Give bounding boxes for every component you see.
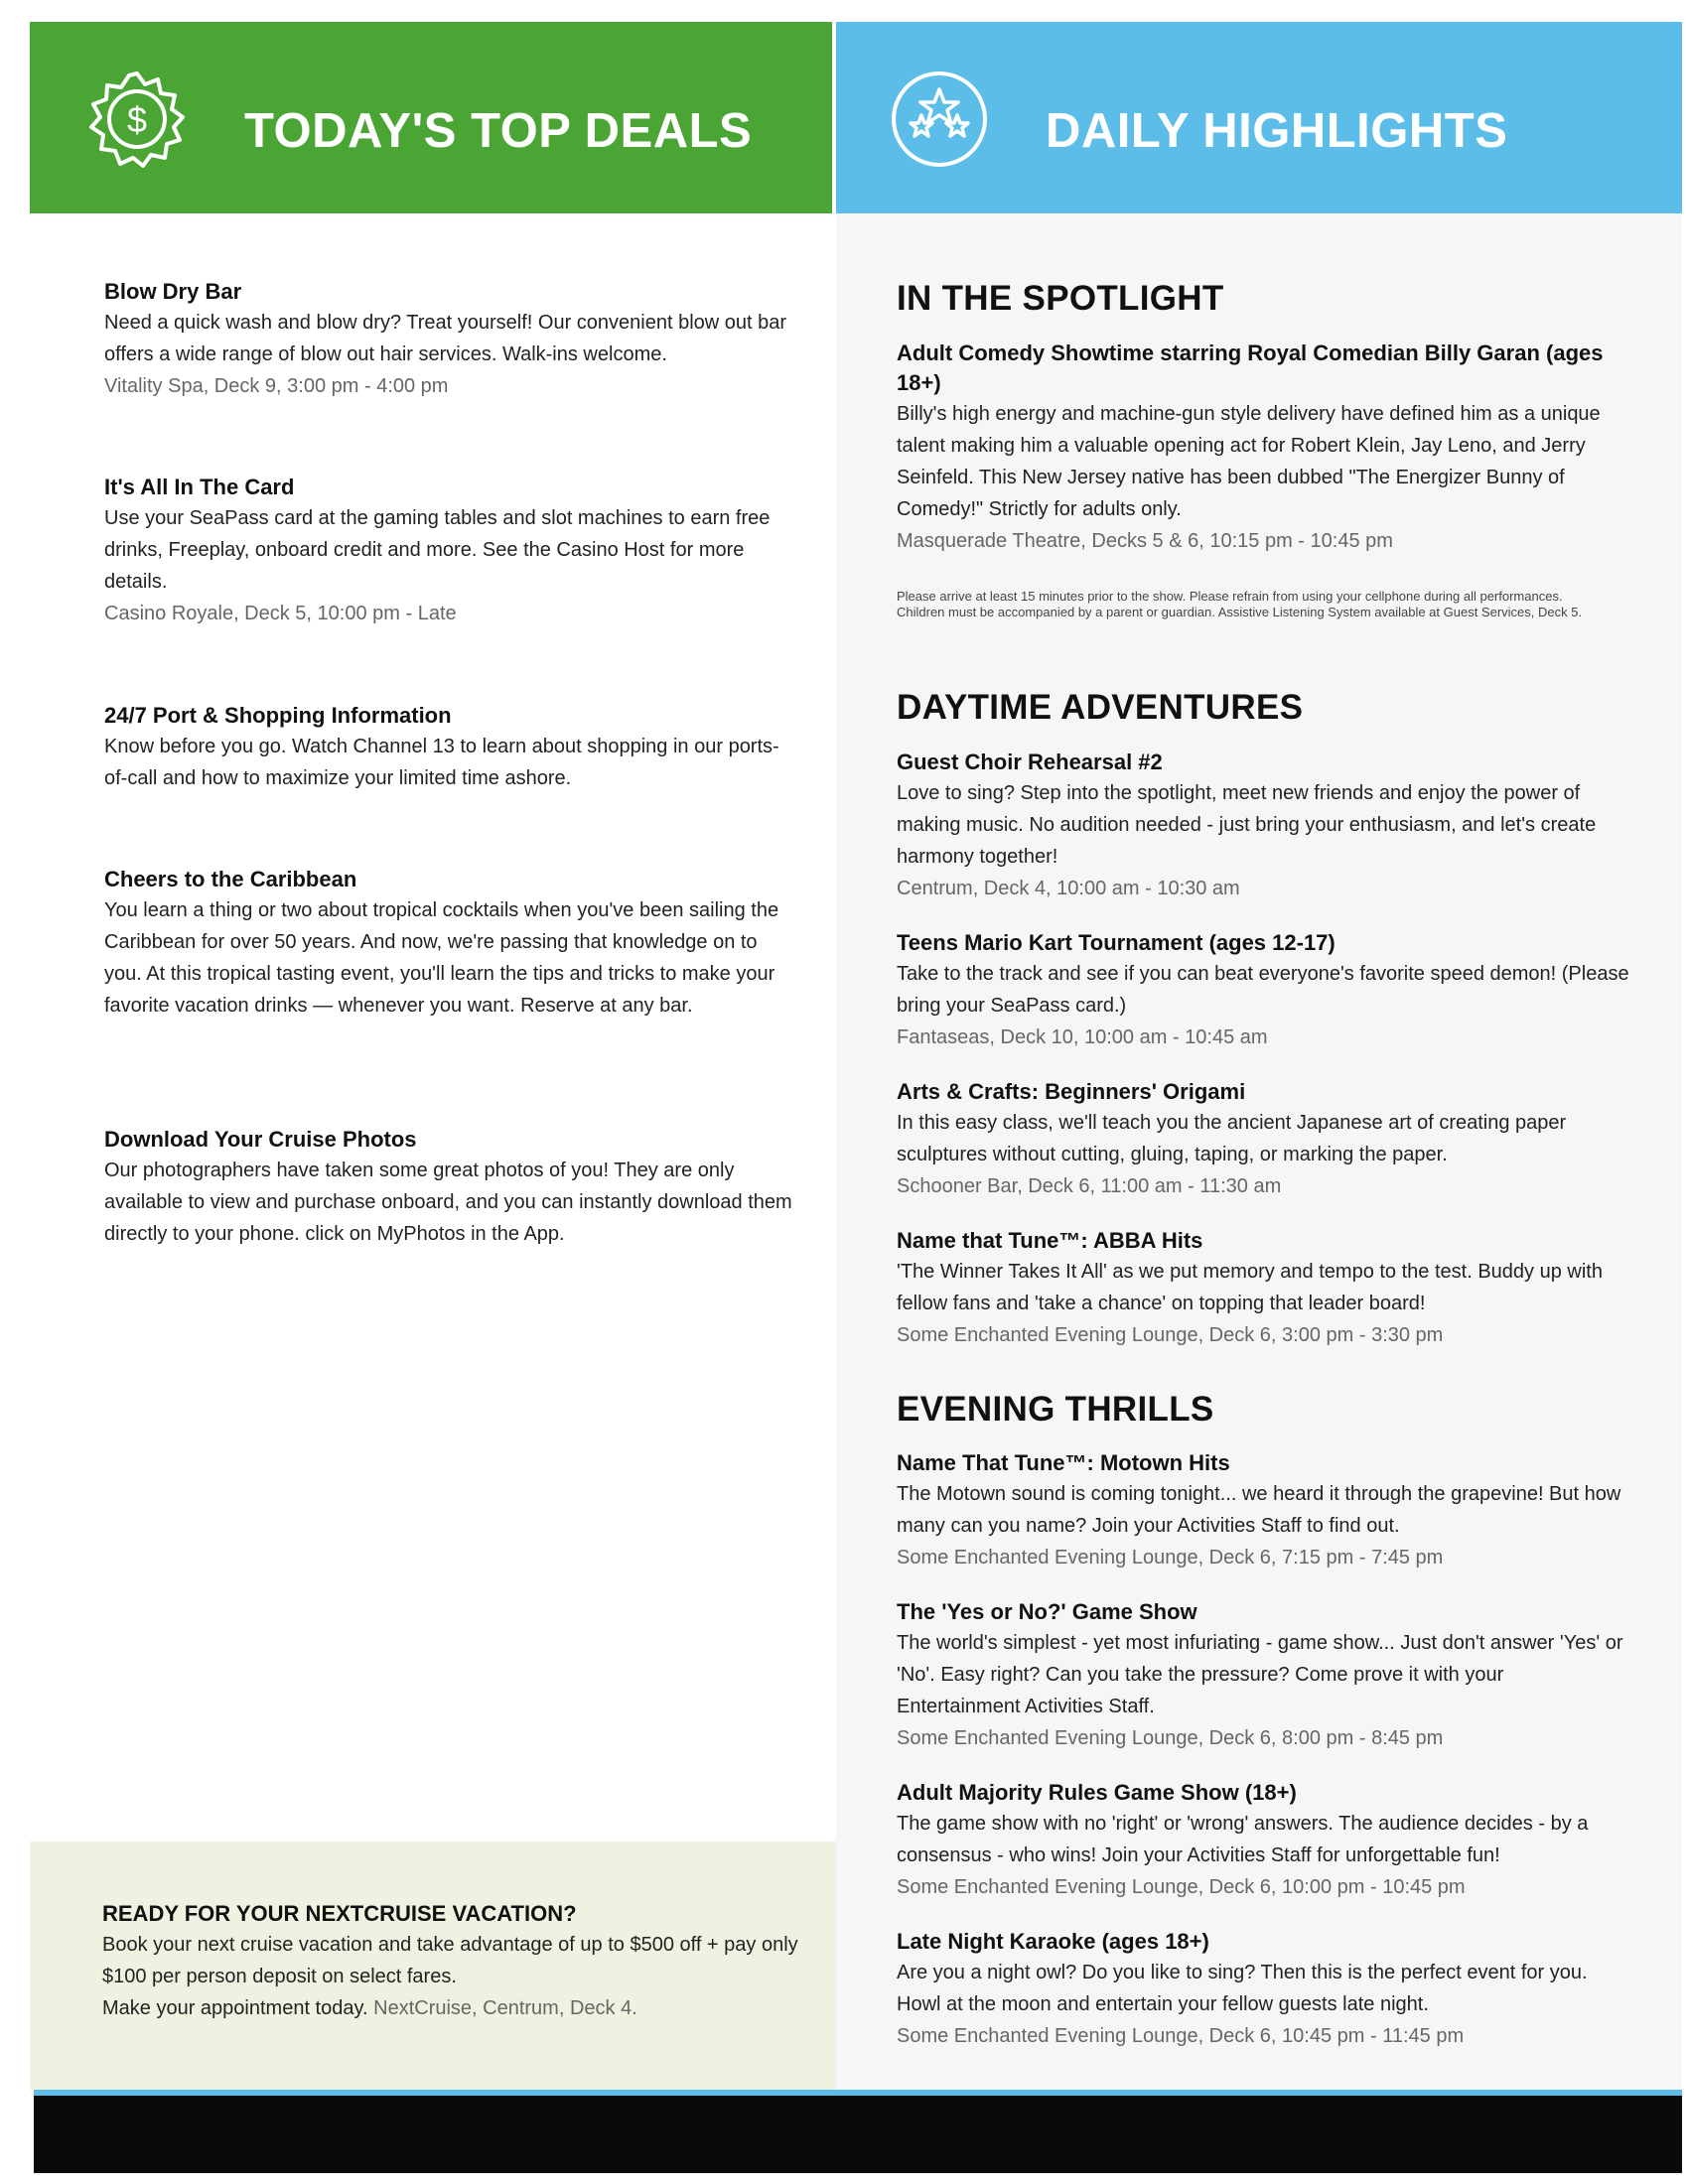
activity-location: Some Enchanted Evening Lounge, Deck 6, 7:15 pm - 7:45 pm <box>897 1547 1444 1569</box>
deals-header <box>30 22 832 213</box>
activity-location: Fantaseas, Deck 10, 10:00 am - 10:45 am <box>897 1026 1268 1048</box>
spotlight-item <box>897 339 1631 557</box>
highlights-header <box>836 22 1682 213</box>
activity-title: Teens Mario Kart Tournament (ages 12-17) <box>897 930 1336 955</box>
deal-location: Casino Royale, Deck 5, 10:00 pm - Late <box>104 603 457 624</box>
activity-description: The world's simplest - yet most infuriating - game show... Just don't answer 'Yes' or 'No'. Easy right? Can you take the pressure? Come prove it with your Entertainment Activities Staff. <box>897 1632 1623 1717</box>
deal-location: Vitality Spa, Deck 9, 3:00 pm - 4:00 pm <box>104 375 449 397</box>
deal-description: Know before you go. Watch Channel 13 to learn about shopping in our ports-of-call and how to maximize your limited time ashore. <box>104 736 779 789</box>
activity-item <box>897 1927 1631 2052</box>
deal-title: Cheers to the Caribbean <box>104 867 357 891</box>
activity-description: Take to the track and see if you can beat everyone's favorite speed demon! (Please bring your SeaPass card.) <box>897 963 1629 1017</box>
activity-location: Schooner Bar, Deck 6, 11:00 am - 11:30 am <box>897 1175 1282 1197</box>
activity-title: Adult Majority Rules Game Show (18+) <box>897 1780 1297 1805</box>
activity-description: 'The Winner Takes It All' as we put memory and tempo to the test. Buddy up with fellow fans and 'take a chance' on topping that leader board! <box>897 1261 1603 1314</box>
activity-item <box>897 928 1631 1053</box>
activity-item <box>897 1597 1631 1754</box>
activity-item <box>897 1778 1631 1903</box>
activity-title: Guest Choir Rehearsal #2 <box>897 750 1163 774</box>
spotlight-title: Adult Comedy Showtime starring Royal Comedian Billy Garan (ages 18+) <box>897 341 1604 395</box>
activity-item <box>897 748 1631 904</box>
activity-title: The 'Yes or No?' Game Show <box>897 1599 1197 1624</box>
deal-description: You learn a thing or two about tropical cocktails when you've been sailing the Caribbean for over 50 years. And now, we're passing that knowledge on to you. At this tropical tasting event, you'll learn the tips and tricks to make your favorite vacation drinks — whenever you want. Reserve at any bar. <box>104 899 779 1017</box>
activity-location: Some Enchanted Evening Lounge, Deck 6, 8:00 pm - 8:45 pm <box>897 1727 1444 1749</box>
activity-location: Some Enchanted Evening Lounge, Deck 6, 10:45 pm - 11:45 pm <box>897 2025 1465 2047</box>
svg-text:$: $ <box>126 99 148 140</box>
activity-description: Love to sing? Step into the spotlight, meet new friends and enjoy the power of making music. No audition needed - just bring your enthusiasm, and let's create harmony together! <box>897 782 1597 868</box>
deal-item <box>104 701 799 794</box>
spotlight-disclaimer: Please arrive at least 15 minutes prior to the show. Please refrain from using your cellphone during all performances. Children must be accompanied by a parent or guardian. Assistive Listening System available at Guest Services, Deck 5. <box>897 589 1583 619</box>
highlights-title: DAILY HIGHLIGHTS <box>1046 104 1508 158</box>
deal-title: Blow Dry Bar <box>104 279 242 304</box>
deal-description: Our photographers have taken some great photos of you! They are only available to view and purchase onboard, and you can instantly download them directly to your phone. click on MyPhotos in the App. <box>104 1160 792 1245</box>
deal-description: Use your SeaPass card at the gaming tables and slot machines to earn free drinks, Freeplay, onboard credit and more. See the Casino Host for more details. <box>104 507 771 593</box>
activity-item <box>897 1448 1631 1573</box>
promo-text: Book your next cruise vacation and take advantage of up to $500 off + pay only $100 per person deposit on select fares. <box>102 1934 798 1987</box>
dollar-badge-icon <box>87 69 187 169</box>
stars-badge-icon <box>890 69 989 169</box>
deal-title: 24/7 Port & Shopping Information <box>104 703 452 728</box>
evening-heading: EVENING THRILLS <box>897 1390 1214 1429</box>
deal-item <box>104 277 799 402</box>
activity-title: Late Night Karaoke (ages 18+) <box>897 1929 1209 1954</box>
activity-title: Name that Tune™: ABBA Hits <box>897 1228 1203 1253</box>
spotlight-heading: IN THE SPOTLIGHT <box>897 279 1224 318</box>
promo-location: NextCruise, Centrum, Deck 4. <box>373 1997 637 2019</box>
activity-location: Centrum, Deck 4, 10:00 am - 10:30 am <box>897 878 1240 899</box>
promo-content <box>102 1899 807 2024</box>
spotlight-description: Billy's high energy and machine-gun style delivery have defined him as a unique talent making him a valuable opening act for Robert Klein, Jay Leno, and Jerry Seinfeld. This New Jersey native has been dubbed "The Energizer Bunny of Comedy!" Strictly for adults only. <box>897 403 1601 520</box>
activity-description: Are you a night owl? Do you like to sing? Then this is the perfect event for you. Howl at the moon and entertain your fellow guests late night. <box>897 1962 1588 2015</box>
activity-description: In this easy class, we'll teach you the ancient Japanese art of creating paper sculptures without cutting, gluing, taping, or marking the paper. <box>897 1112 1567 1165</box>
activity-location: Some Enchanted Evening Lounge, Deck 6, 3:00 pm - 3:30 pm <box>897 1324 1444 1346</box>
promo-appointment <box>102 1992 807 2024</box>
deal-item <box>104 1125 799 1250</box>
promo-title: READY FOR YOUR NEXTCRUISE VACATION? <box>102 1901 577 1926</box>
deal-description: Need a quick wash and blow dry? Treat yourself! Our convenient blow out bar offers a wide range of blow out hair services. Walk-ins welcome. <box>104 312 787 365</box>
activity-description: The game show with no 'right' or 'wrong' answers. The audience decides - by a consensus - who wins! Join your Activities Staff for unforgettable fun! <box>897 1813 1589 1866</box>
deal-item <box>104 865 799 1022</box>
activity-location: Some Enchanted Evening Lounge, Deck 6, 10:00 pm - 10:45 pm <box>897 1876 1466 1898</box>
activity-description: The Motown sound is coming tonight... we heard it through the grapevine! But how many can you name? Join your Activities Staff to find out. <box>897 1483 1621 1537</box>
activity-item <box>897 1226 1631 1351</box>
activity-title: Arts & Crafts: Beginners' Origami <box>897 1079 1246 1104</box>
spotlight-location: Masquerade Theatre, Decks 5 & 6, 10:15 pm - 10:45 pm <box>897 530 1393 552</box>
daytime-heading: DAYTIME ADVENTURES <box>897 688 1304 727</box>
promo-cta: Make your appointment today. <box>102 1997 368 2019</box>
deal-title: It's All In The Card <box>104 475 295 499</box>
deals-title: TODAY'S TOP DEALS <box>244 104 753 158</box>
activity-title: Name That Tune™: Motown Hits <box>897 1450 1230 1475</box>
deal-title: Download Your Cruise Photos <box>104 1127 417 1152</box>
deal-item <box>104 473 799 629</box>
footer-bar <box>34 2096 1682 2173</box>
activity-item <box>897 1077 1631 1202</box>
